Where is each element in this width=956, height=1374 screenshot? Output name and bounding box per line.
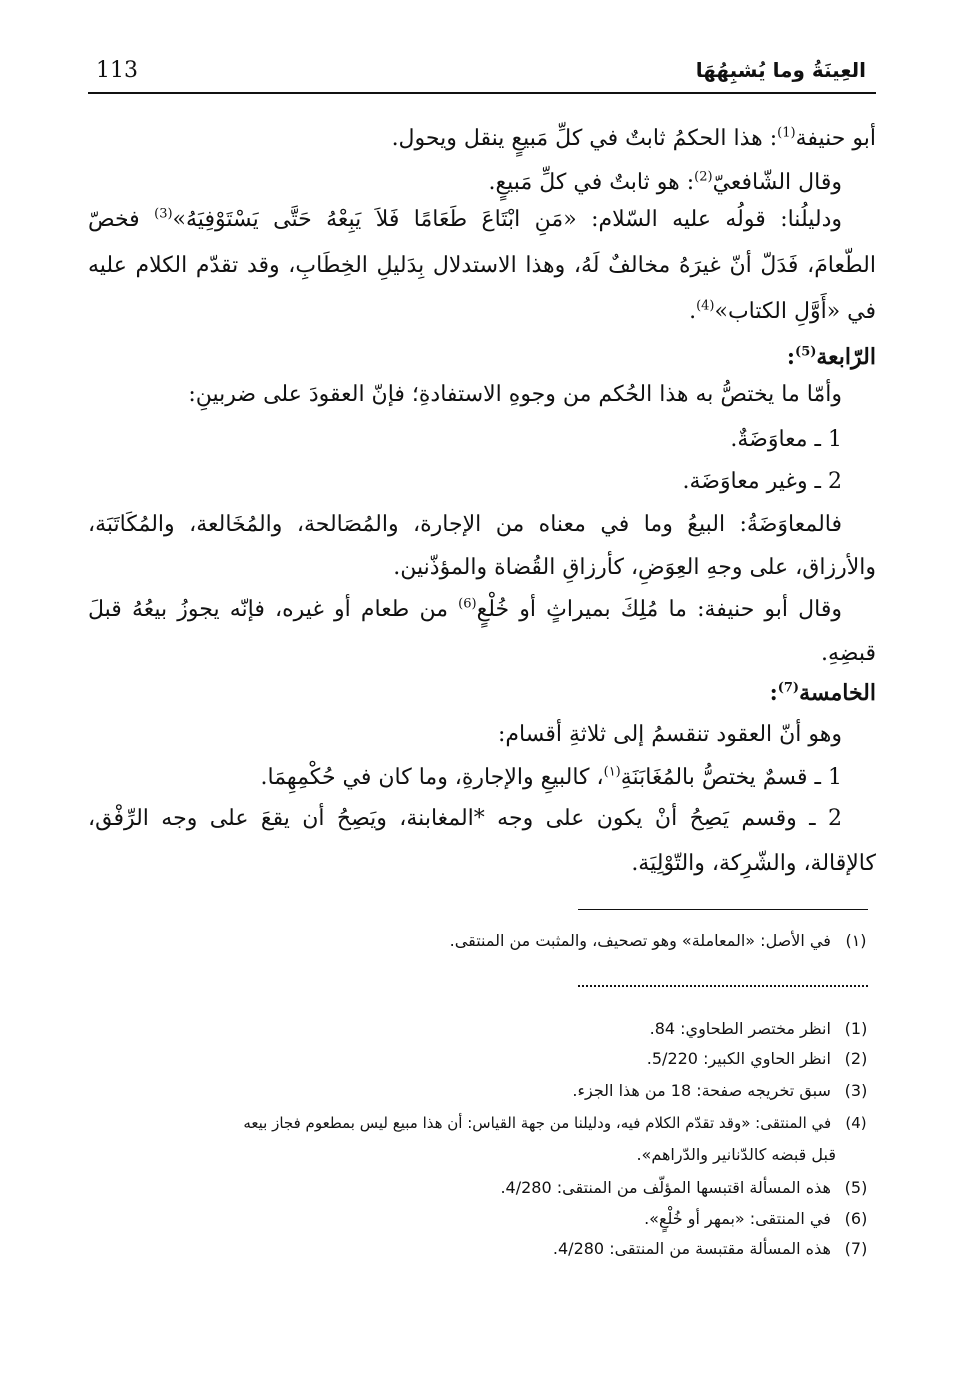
- list-item: 2 ـ وقسم يَصِحُ أنْ يكون على وجه *المغابنة، ويَصِحُ أن يقعَ على وجه الرِّفْق،: [88, 806, 842, 831]
- list-item: 1 ـ معاوَضَةٌ.: [730, 427, 842, 452]
- footnote-number: (7): [844, 1239, 868, 1258]
- footnote-item: [88, 1175, 876, 1201]
- body-line: وقال الشّافعيّ$^{(2)}$: هو ثابتٌ في كلِّ مَبيعٍ.: [488, 169, 842, 195]
- footnote-text: سبق تخريجه صفحة: 18 من هذا الجزء.: [572, 1081, 831, 1100]
- footnote-item-continued: [88, 1142, 876, 1168]
- footnote-number: (4): [845, 1114, 867, 1132]
- footnote-item: [88, 1236, 876, 1262]
- footnote-item: [88, 1110, 876, 1136]
- footnote-number: (5): [844, 1178, 868, 1197]
- footnote-reference: (7): [777, 680, 800, 696]
- list-item: 2 ـ وغير معاوَضَة.: [682, 469, 842, 494]
- footnote-separator: [578, 909, 868, 910]
- footnote-number: (1): [844, 1019, 868, 1038]
- footnote-reference: (5): [795, 344, 817, 360]
- running-header-title: العِينَةُ وما يُشبِهُهَا: [695, 58, 866, 82]
- footnote-text: انظر مختصر الطحاوي: 84.: [649, 1019, 831, 1038]
- footnote-reference: (6): [458, 596, 477, 612]
- body-line: الطّعامَ، فَدَلّ أنّ غيرَهُ مخالفٌ لَهُ، وهذا الاستدلال بِدَليلِ الخِطَابِ، وقد تقدّم الكلام عليه: [88, 253, 876, 278]
- editor-footnote: [88, 928, 876, 954]
- body-line: في «أَوَّلِ الكتاب»$^{(4)}$.: [689, 298, 876, 324]
- footnote-text: هذه المسألة مقتبسة من المنتقى: 4/280.: [552, 1239, 831, 1258]
- footnote-text: قبل قبضه كالدّنانير والدّراهم».: [636, 1145, 836, 1164]
- footnote-reference: (3): [154, 206, 173, 222]
- body-line: وهو أنّ العقود تنقسمُ إلى ثلاثةِ أقسام:: [497, 722, 842, 747]
- footnote-text: انظر الحاوي الكبير: 5/220.: [646, 1049, 831, 1068]
- footnote-reference: (4): [696, 298, 715, 314]
- page-number: 113: [96, 58, 138, 83]
- body-line: ودليلُنا: قولُه عليه السّلام: «مَنِ ابْتَاعَ طَعَامًا فَلاَ يَبِعْهُ حَتَّى يَسْتَوْفِيَهُ»$^{(3)}$ فخصّ: [88, 206, 842, 232]
- footnote-item: [88, 1206, 876, 1232]
- footnote-number: (6): [844, 1209, 868, 1228]
- footnote-item: [88, 1016, 876, 1042]
- body-line: وأمّا ما يختصُّ به هذا الحُكم من وجوهِ الاستفادةِ؛ فإنّ العقودَ على ضربينِ:: [188, 382, 842, 407]
- body-line: وقال أبو حنيفة: ما مُلِكَ بميراثٍ أو خُلْعٍ$^{(6)}$ من طعام أو غيره، فإنّه يجوزُ بيعُهُ قبلَ: [88, 596, 842, 622]
- list-item: 1 ـ قسمٌ يختصُّ بالمُغَابَنَةِ$^{(١)}$، كالبيعِ والإجارةِ، وما كان في حُكْمِهِمَا.: [260, 764, 842, 790]
- body-line: قبضِهِ.: [820, 641, 876, 666]
- footnote-number: (2): [844, 1049, 868, 1068]
- footnote-reference: (١): [603, 764, 621, 780]
- body-line: والأرزاق، على وجهِ العِوَضِ، كأرزاقِ القُضاة والمؤذّنين.: [393, 555, 876, 580]
- body-line: كالإقالة، والشّرِكة، والتّوْلِيَة.: [631, 851, 876, 876]
- footnote-number: (١): [845, 931, 867, 950]
- footnote-text: في الأصل: «المعاملة» وهو تصحيف، والمثبت من المنتقى.: [449, 931, 831, 950]
- section-heading: الخامسة$^{(7)}$:: [769, 680, 876, 706]
- footnote-text: في المنتقى: «بمهر أو خُلْعٍ».: [644, 1209, 831, 1228]
- footnote-dotted-separator: [578, 985, 868, 987]
- body-line: فالمعاوَضَةُ: البيعُ وما في معناه من الإجارة، والمُصَالحة، والمُخَالعة، والمُكَاتَبَة،: [88, 512, 842, 537]
- footnote-reference: (1): [777, 125, 796, 141]
- footnote-text: هذه المسألة اقتبسها المؤلّف من المنتقى: 4/280.: [500, 1178, 831, 1197]
- footnote-number: (3): [844, 1081, 868, 1100]
- footnote-reference: (2): [694, 169, 713, 185]
- footnote-item: [88, 1078, 876, 1104]
- section-heading: الرّابعة$^{(5)}$:: [786, 344, 876, 370]
- footnote-text: في المنتقى: «وقد تقدّم الكلام فيه، ودليلنا من جهة القياس: أن هذا مبيع ليس بمطعوم فجاز بيعه: [243, 1114, 832, 1132]
- footnote-item: [88, 1046, 876, 1072]
- body-line: أبو حنيفة$^{(1)}$: هذا الحكمُ ثابتٌ في كلِّ مَبيعٍ ينقل ويحول.: [391, 125, 876, 151]
- header-rule: [88, 92, 876, 94]
